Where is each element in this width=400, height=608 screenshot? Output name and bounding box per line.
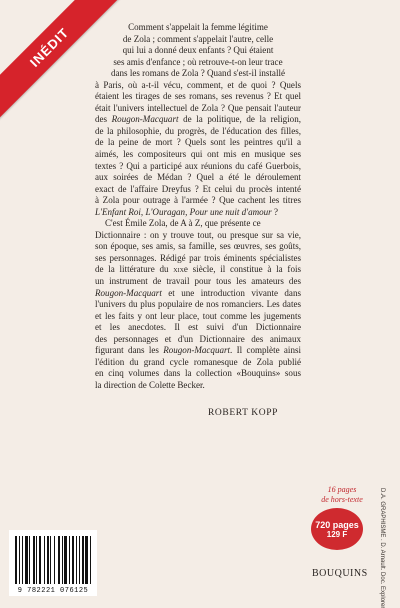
barcode-bar <box>33 536 35 584</box>
text-fragment: figurant dans les <box>95 345 164 356</box>
text-fragment: et une introduction vivante dans <box>161 287 301 298</box>
text-fragment: de la littérature du <box>95 264 174 275</box>
barcode-number: 9 782221 076125 <box>17 587 89 595</box>
barcode-bar <box>25 536 28 584</box>
barcode-bar <box>54 536 55 584</box>
text-line: textes ? Qui a participé aux réunions du café Guerbois, <box>95 160 301 171</box>
barcode-bar <box>85 536 88 584</box>
text-line: dans les romans de Zola ? Quand s'est-il installé <box>111 68 285 79</box>
hors-texte-note <box>312 485 372 504</box>
text-line <box>95 207 301 219</box>
text-line: étaient les tirages de ses romans, ses revenus ? Et quel <box>95 91 301 102</box>
century-numeral: xix <box>173 264 184 275</box>
text-line: exact de l'affaire Dreyfus ? Et celui du procès intenté <box>95 183 301 194</box>
text-line: son époque, ses amis, sa famille, ses œuvres, ses goûts, <box>95 241 301 252</box>
barcode-bar <box>15 536 17 584</box>
barcode <box>9 530 97 596</box>
hors-texte-line: de hors-texte <box>321 494 363 504</box>
text-fragment: des <box>95 114 112 125</box>
text-line <box>95 345 301 357</box>
text-line: l'édition du grand cycle romanesque de Zola publié <box>95 356 301 367</box>
barcode-bar <box>79 536 80 584</box>
back-cover-text <box>95 22 301 392</box>
barcode-bar <box>72 536 74 584</box>
text-line: C'est Émile Zola, de A à Z, que présente ce <box>105 218 261 229</box>
text-line: qui lui a donné deux enfants ? Qui étaient <box>122 45 274 56</box>
text-line: à Zola pour outrage à l'armée ? Que cachent les titres <box>95 195 301 206</box>
barcode-bar <box>90 536 91 584</box>
design-credits: D.A. GRAPHISME . D. Arnault. Doc. Explorer <box>379 488 385 608</box>
price: 129 F <box>326 529 348 539</box>
italic-title: Rougon-Macquart <box>111 114 179 125</box>
barcode-bar <box>64 536 67 584</box>
barcode-bar <box>62 536 63 584</box>
text-line: Dictionnaire : on y trouve tout, ou presque sur sa vie, <box>95 229 301 240</box>
price-badge <box>311 508 363 550</box>
text-line: de la philosophie, du progrès, de l'éducation des filles, <box>95 125 301 136</box>
italic-title: Rougon-Macquart <box>163 345 231 356</box>
author-signature: ROBERT KOPP <box>208 408 278 418</box>
text-line: et les anecdotes. Il est suivi d'un Dictionnaire <box>95 322 301 333</box>
text-line: ses personnages. Rédigé par trois éminents spécialistes <box>95 252 301 263</box>
barcode-bars <box>15 536 91 584</box>
inedit-label: INÉDIT <box>26 24 72 70</box>
hors-texte-line: 16 pages <box>327 485 357 494</box>
page-count: 720 pages <box>315 519 359 530</box>
barcode-bar <box>39 536 41 584</box>
text-line: des personnages et d'un Dictionnaire des animaux <box>95 333 301 344</box>
barcode-bar <box>36 536 37 584</box>
text-fragment: de la politique, de la religion, <box>178 114 301 125</box>
publisher-name: BOUQUINS <box>312 568 368 579</box>
text-line: aimés, les compositeurs qui ont mis en musique ses <box>95 149 301 160</box>
barcode-bar <box>69 536 70 584</box>
text-line <box>95 114 301 126</box>
text-line: l'univers du plus populaire de nos romanciers. Les dates <box>95 299 301 310</box>
barcode-bar <box>58 536 60 584</box>
barcode-bar <box>22 536 23 584</box>
text-line: un instrument de travail pour tous les amateurs des <box>95 276 301 287</box>
text-line <box>95 264 301 276</box>
text-line: aux soirées de Médan ? Quel a été le déroulement <box>95 172 301 183</box>
text-line: de Zola ; comment s'appelait l'autre, celle <box>122 33 274 44</box>
barcode-bar <box>47 536 49 584</box>
text-line <box>95 288 301 300</box>
text-line: et les faits y ont leur place, tout comme les jugements <box>95 310 301 321</box>
text-line: en cinq volumes dans la collection «Bouquins» sous <box>95 368 301 379</box>
text-fragment: e siècle, il constitue à la fois <box>183 264 302 275</box>
barcode-bar <box>29 536 30 584</box>
paragraph-questions <box>95 22 301 218</box>
text-line: ses amis d'enfance ; où retrouve-t-on leur trace <box>113 56 283 67</box>
text-line: Comment s'appelait la femme légitime <box>128 22 268 32</box>
barcode-bar <box>76 536 77 584</box>
barcode-bar <box>50 536 51 584</box>
barcode-bar <box>44 536 45 584</box>
text-fragment: . Il complète ainsi <box>230 345 301 356</box>
italic-title: L'Enfant Roi, L'Ouragan, Pour une nuit d'amour <box>95 206 272 217</box>
barcode-bar <box>82 536 84 584</box>
paragraph-presentation <box>95 218 301 391</box>
barcode-bar <box>19 536 20 584</box>
text-line: à Paris, où a-t-il vécu, comment, et de quoi ? Quels <box>95 79 301 90</box>
text-line: la direction de Colette Becker. <box>95 379 205 390</box>
text-line: de la peine de mort ? Quels sont les peintres qu'il a <box>95 137 301 148</box>
text-line: était l'univers intellectuel de Zola ? Que pensait l'auteur <box>95 102 301 113</box>
italic-title: Rougon-Macquart <box>95 287 162 298</box>
text-fragment: ? <box>271 206 278 217</box>
